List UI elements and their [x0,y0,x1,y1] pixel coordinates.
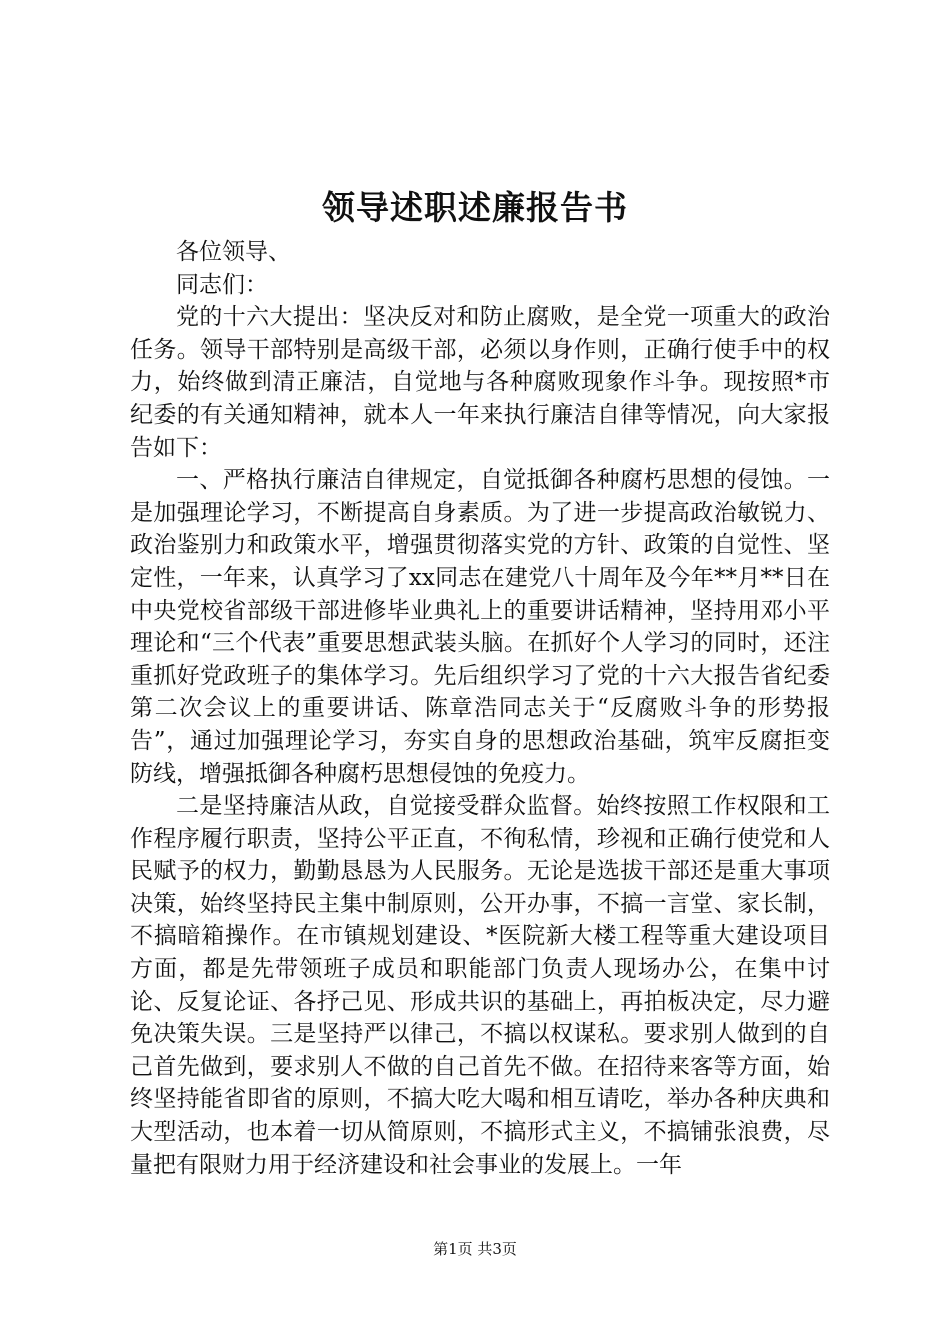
page-number-footer: 第1页 共3页 [433,1240,517,1258]
document-body [130,236,830,1181]
salutation-line: 同志们： [176,271,268,298]
body-paragraph: 一、严格执行廉洁自律规定，自觉抵御各种腐朽思想的侵蚀。一是加强理论学习，不断提高自身素质。为了进一步提高政治敏锐力、政治鉴别力和政策水平，增强贯彻落实党的方针、政策的自觉性、坚定性，一年来，认真学习了xx同志在建党八十周年及今年**月**日在中央党校省部级干部进修毕业典礼上的重要讲话精神，坚持用邓小平理论和“三个代表”重要思想武装头脑。在抓好个人学习的同时，还注重抓好党政班子的集体学习。先后组织学习了党的十六大报告省纪委第二次会议上的重要讲话、陈章浩同志关于“反腐败斗争的形势报告”，通过加强理论学习，夯实自身的思想政治基础，筑牢反腐拒变防线，增强抵御各种腐朽思想侵蚀的免疫力。 [130,467,830,787]
body-paragraph: 二是坚持廉洁从政，自觉接受群众监督。始终按照工作权限和工作程序履行职责，坚持公平正直，不徇私情，珍视和正确行使党和人民赋予的权力，勤勤恳恳为人民服务。无论是选拔干部还是重大事项决策，始终坚持民主集中制原则，公开办事，不搞一言堂、家长制，不搞暗箱操作。在市镇规划建设、*医院新大楼工程等重大建设项目方面，都是先带领班子成员和职能部门负责人现场办公，在集中讨论、反复论证、各抒己见、形成共识的基础上，再拍板决定，尽力避免决策失误。三是坚持严以律己，不搞以权谋私。要求别人做到的自己首先做到，要求别人不做的自己首先不做。在招待来客等方面，始终坚持能省即省的原则，不搞大吃大喝和相互请吃，举办各种庆典和大型活动，也本着一切从简原则，不搞形式主义，不搞铺张浪费，尽量把有限财力用于经济建设和社会事业的发展上。一年 [130,793,830,1178]
document-title: 领导述职述廉报告书 [322,188,628,227]
salutation-line: 各位领导、 [176,239,291,265]
body-paragraph: 党的十六大提出：坚决反对和防止腐败，是全党一项重大的政治任务。领导干部特别是高级干部，必须以身作则，正确行使手中的权力，始终做到清正廉洁，自觉地与各种腐败现象作斗争。现按照*市纪委的有关通知精神，就本人一年来执行廉洁自律等情况，向大家报告如下： [130,304,830,461]
